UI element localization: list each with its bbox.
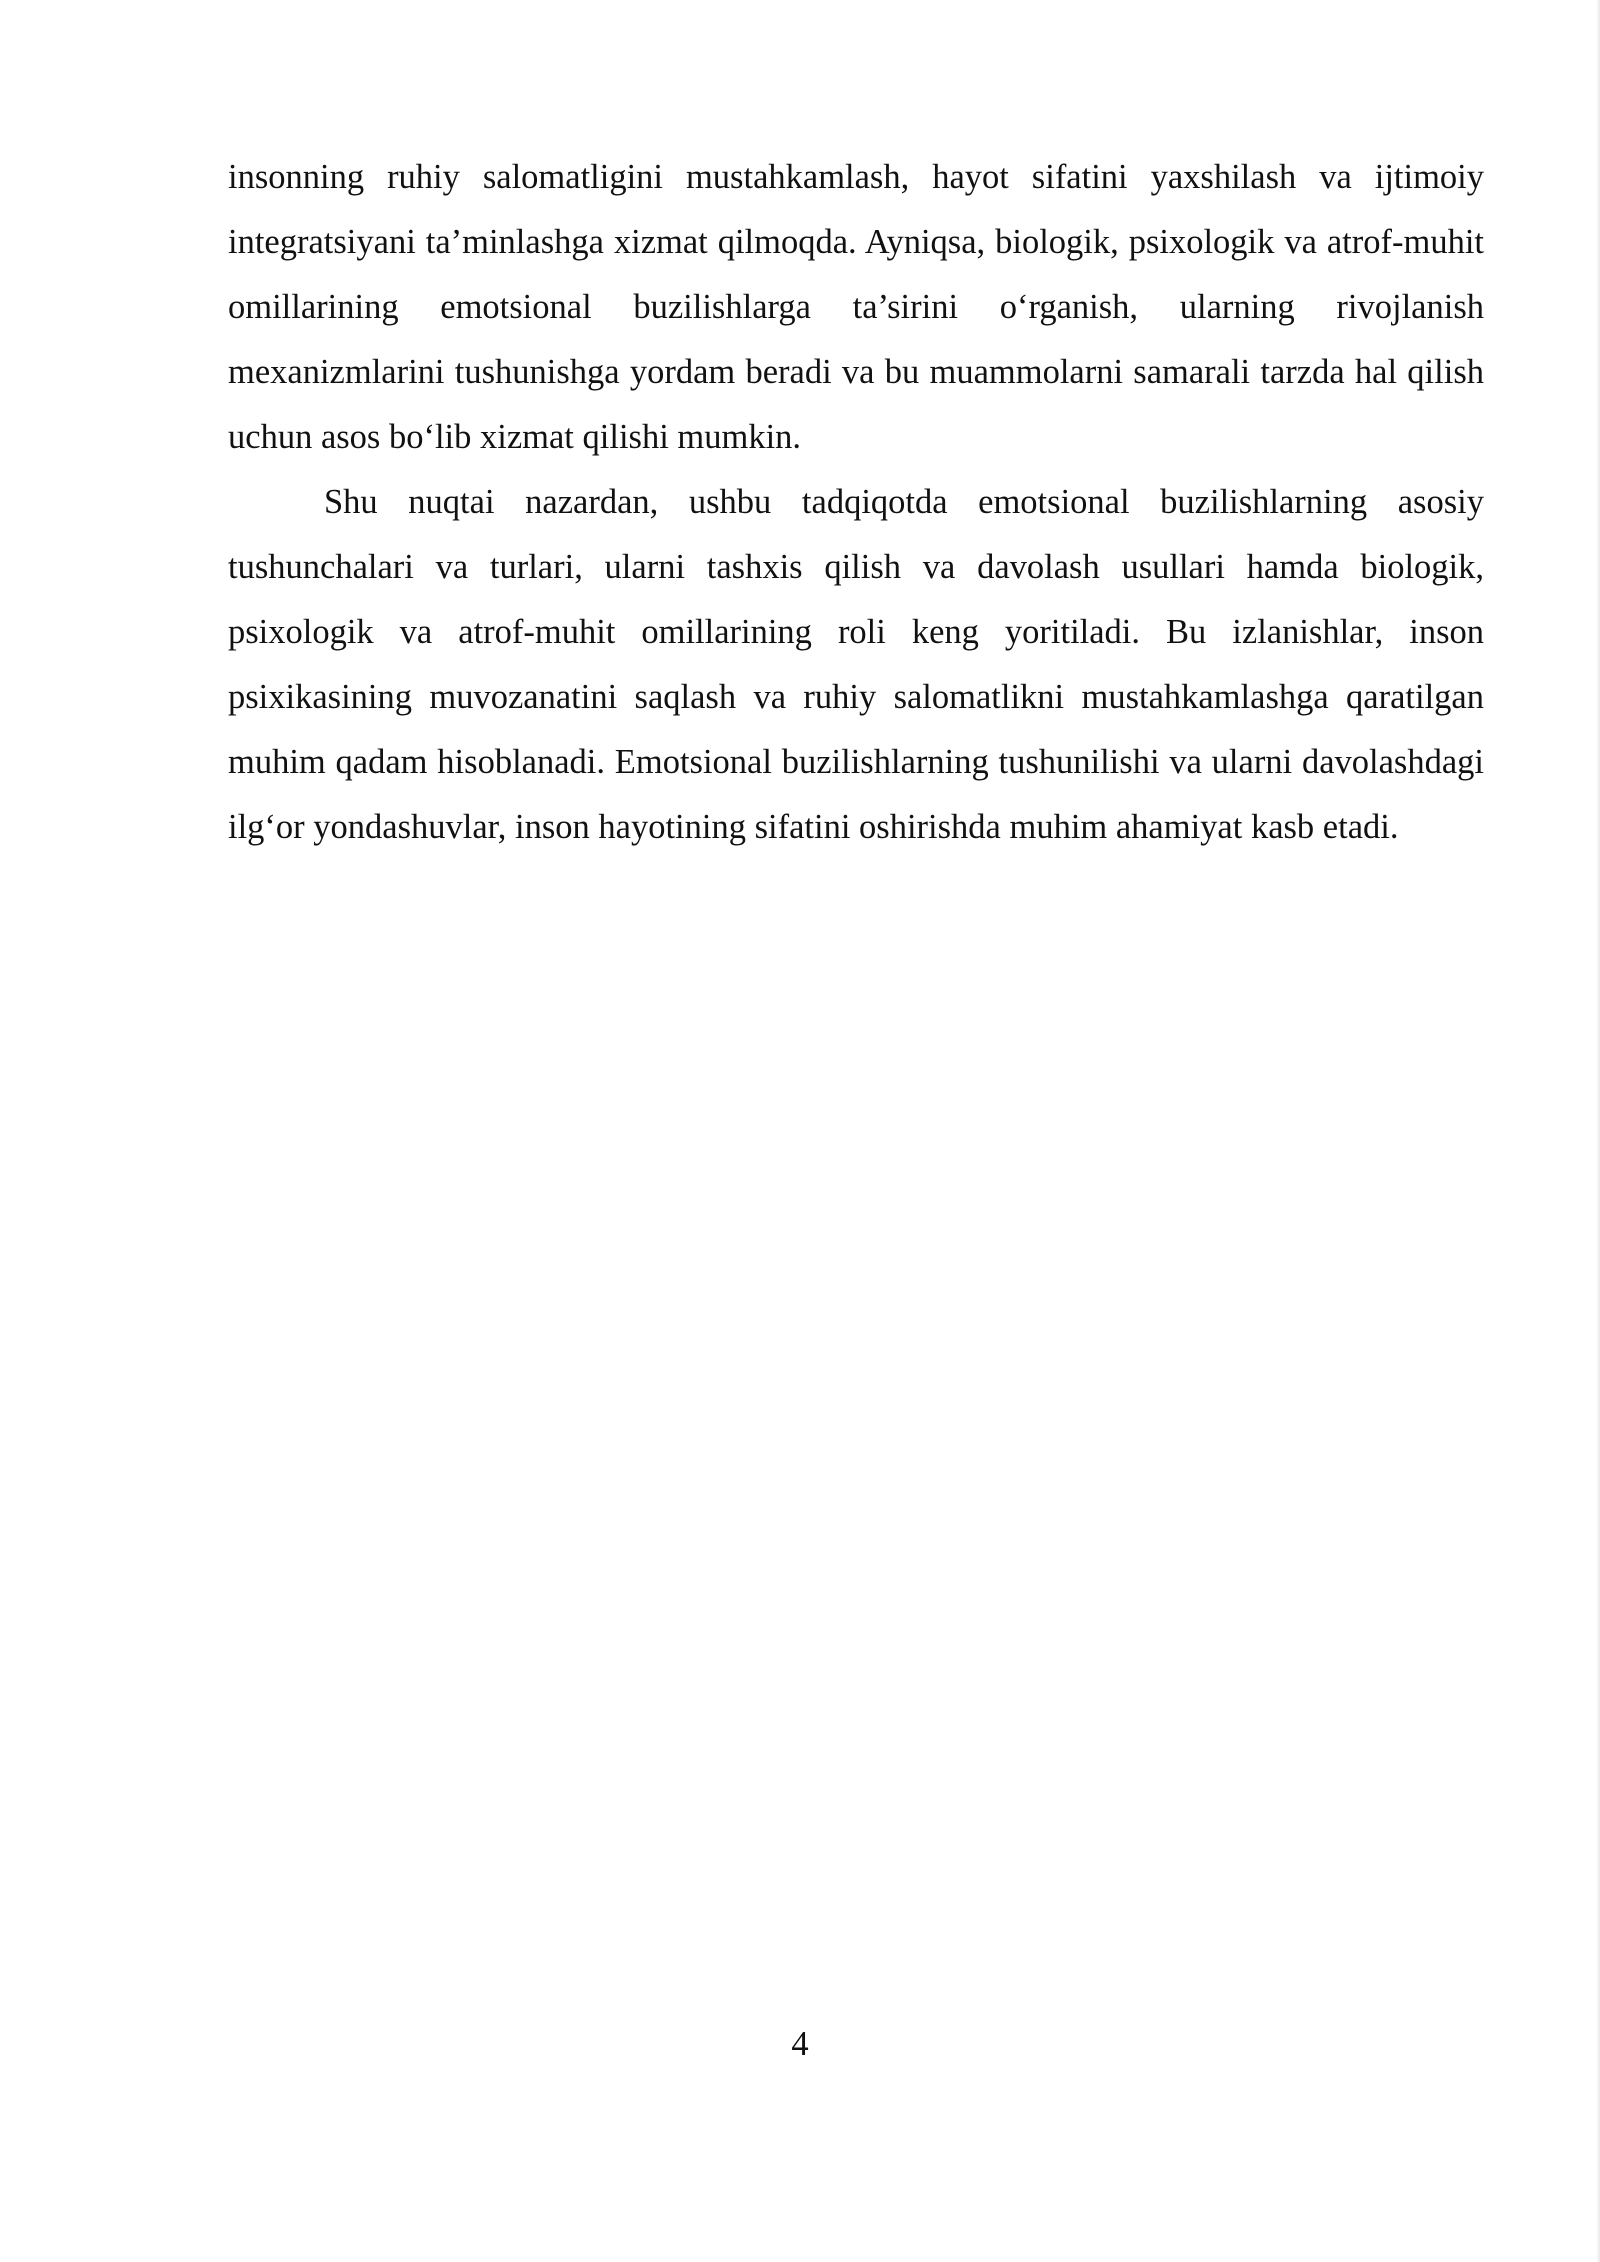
paragraph-main: Shu nuqtai nazardan, ushbu tadqiqotda emotsional buzilishlarning asosiy tushunchalari va turlari, ularni tashxis qilish va davolash usullari hamda biologik, psixologik va atrof-muhit omillarining roli keng yoritiladi. Bu izlanishlar, inson psixikasining muvozanatini saqlash va ruhiy salomatlikni mustahkamlashga qaratilgan muhim qadam hisoblanadi. Emotsional buzilishlarning tushunilishi va ularni davolashdagi ilg‘or yondashuvlar, inson hayotining sifatini oshirishda muhim ahamiyat kasb etadi. (228, 483, 1484, 846)
page-number: 4 (791, 2025, 809, 2063)
paragraph-continuation: insonning ruhiy salomatligini mustahkamlash, hayot sifatini yaxshilash va ijtimoiy integratsiyani ta’minlashga xizmat qilmoqda. Ayniqsa, biologik, psixologik va atrof-muhit omillarining emotsional buzilishlarga ta’sirini o‘rganish, ularning rivojlanish mexanizmlarini tushunishga yordam beradi va bu muammolarni samarali tarzda hal qilish uchun asos bo‘lib xizmat qilishi mumkin. (228, 158, 1484, 456)
page-edge (1596, 0, 1600, 2262)
body-text (228, 145, 1484, 860)
